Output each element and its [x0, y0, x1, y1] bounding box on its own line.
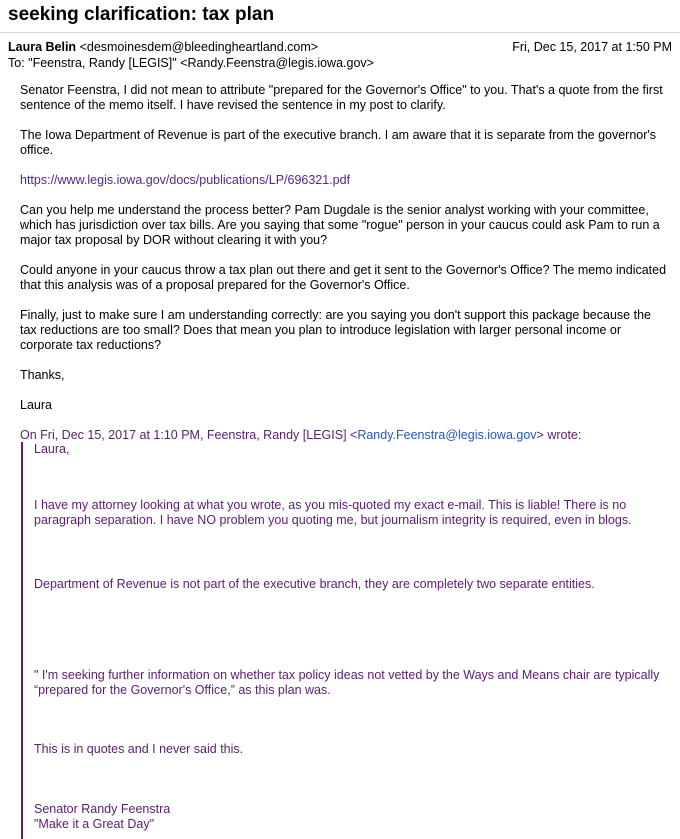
- quoted-paragraph: I have my attorney looking at what you wrote, as you mis-quoted my exact e-mail. This is liable! There is no paragraph separation. I have NO problem you quoting me, but journalism integrity is required, even in blogs.: [34, 498, 632, 527]
- sent-date: Fri, Dec 15, 2017 at 1:50 PM: [512, 40, 672, 54]
- from-line: [8, 40, 672, 55]
- quoted-greeting: Laura,: [34, 442, 70, 456]
- body-paragraph: Finally, just to make sure I am understanding correctly: are you saying you don't support this package because the tax reductions are too small? Does that mean you plan to introduce legislation with larger personal income or corporate tax reductions?: [20, 308, 651, 352]
- quoted-paragraph: This is in quotes and I never said this.: [34, 742, 244, 756]
- quote-sender-link[interactable]: Randy.Feenstra@legis.iowa.gov: [357, 428, 537, 442]
- quote-intro-end: > wrote:: [536, 428, 582, 442]
- body-paragraph: The Iowa Department of Revenue is part of the executive branch. I am aware that it is separate from the governor's office.: [20, 128, 657, 157]
- quoted-paragraph: Department of Revenue is not part of the executive branch, they are completely two separate entities.: [34, 577, 595, 591]
- body-paragraph: Could anyone in your caucus throw a tax plan out there and get it sent to the Governor's Office? The memo indicated that this analysis was of a proposal prepared for the Governor's Office.: [20, 263, 667, 292]
- memo-link[interactable]: https://www.legis.iowa.gov/docs/publications/LP/696321.pdf: [20, 173, 351, 187]
- quoted-message: [21, 442, 660, 839]
- body-paragraph: Thanks,: [20, 368, 65, 382]
- sender-name[interactable]: Laura Belin: [8, 40, 77, 54]
- sender-address[interactable]: <desmoinesdem@bleedingheartland.com>: [79, 40, 319, 54]
- quoted-paragraph: " I'm seeking further information on whether tax policy ideas not vetted by the Ways and Means chair are typically “prepared for the Governor's Office,” as this plan was.: [34, 668, 660, 697]
- email-subject: seeking clarification: tax plan: [8, 4, 275, 25]
- quoted-signature-tagline: "Make it a Great Day": [34, 817, 155, 831]
- body-paragraph: Can you help me understand the process better? Pam Dugdale is the senior analyst working with your committee, which has jurisdiction over tax bills. Are you saying that some "rogue" person in your caucus could ask Pam to run a major tax proposal by DOR without clearing it with you?: [20, 203, 660, 247]
- quoted-signature-name: Senator Randy Feenstra: [34, 802, 171, 816]
- header-divider: [0, 32, 680, 33]
- signature: Laura: [20, 398, 52, 412]
- quote-intro-text: On Fri, Dec 15, 2017 at 1:10 PM, Feenstra, Randy [LEGIS] <: [20, 428, 358, 442]
- quote-attribution: [20, 428, 670, 443]
- body-paragraph: Senator Feenstra, I did not mean to attribute "prepared for the Governor's Office" to you. That's a quote from the first sentence of the memo itself. I have revised the sentence in my post to clarify.: [20, 83, 663, 112]
- message-body: [20, 83, 670, 458]
- to-line: To: "Feenstra, Randy [LEGIS]" <Randy.Feenstra@legis.iowa.gov>: [8, 56, 374, 70]
